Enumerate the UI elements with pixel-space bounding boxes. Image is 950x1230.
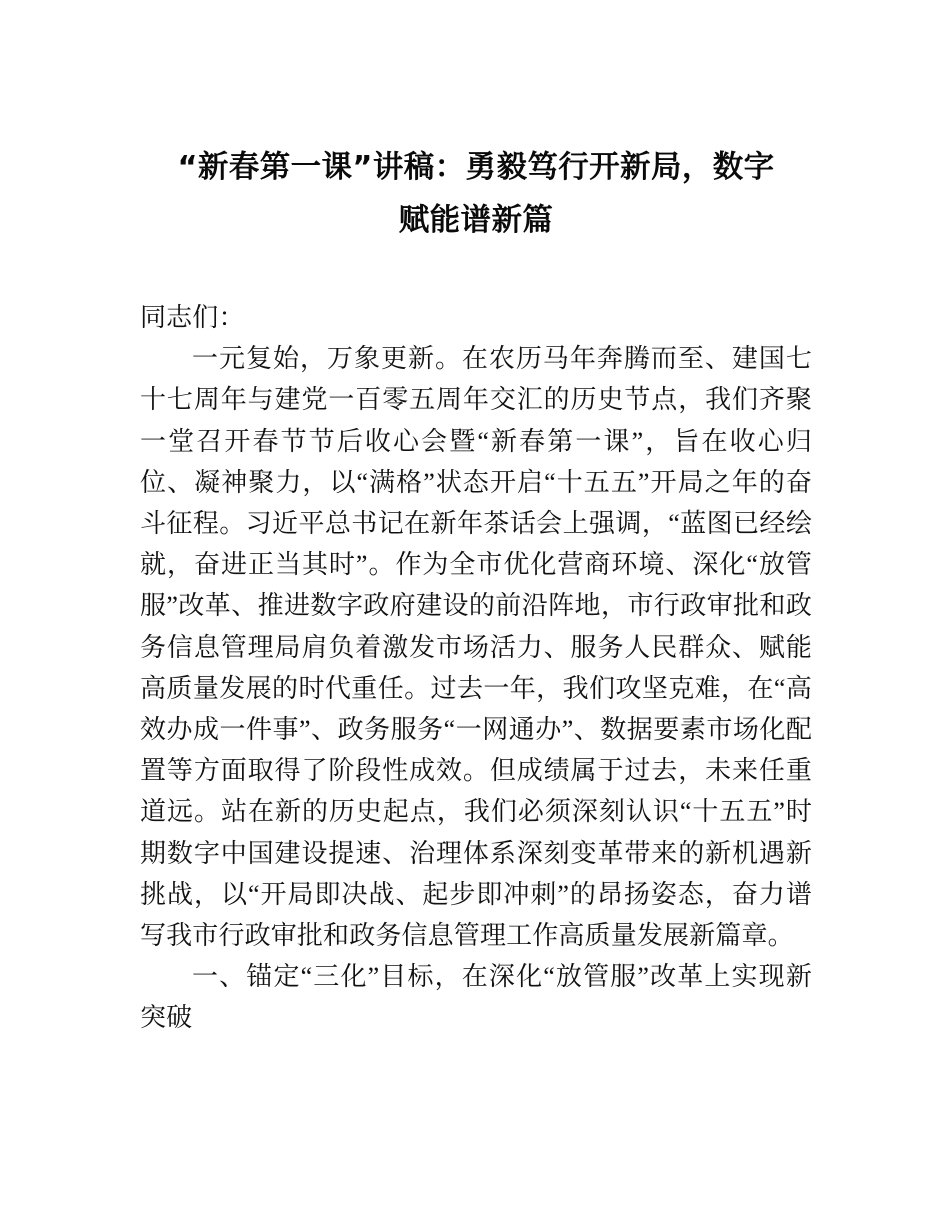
- document-body: [140, 297, 812, 1039]
- document-title-line-2: 赋能谱新篇: [398, 203, 554, 238]
- section-heading-1: 一、锚定“三化”目标，在深化“放管服”改革上实现新突破: [140, 962, 812, 1033]
- salutation-line: 同志们：: [140, 303, 245, 332]
- body-paragraph-1: 一元复始，万象更新。在农历马年奔腾而至、建国七十七周年与建党一百零五周年交汇的历史节点，我们齐聚一堂召开春节节后收心会暨“新春第一课”，旨在收心归位、凝神聚力，以“满格”状态开启“十五五”开局之年的奋斗征程。习近平总书记在新年茶话会上强调，“蓝图已经绘就，奋进正当其时”。作为全市优化营商环境、深化“放管服”改革、推进数字政府建设的前沿阵地，市行政审批和政务信息管理局肩负着激发市场活力、服务人民群众、赋能高质量发展的时代重任。过去一年，我们攻坚克难，在“高效办成一件事”、政务服务“一网通办”、数据要素市场化配置等方面取得了阶段性成效。但成绩属于过去，未来任重道远。站在新的历史起点，我们必须深刻认识“十五五”时期数字中国建设提速、治理体系深刻变革带来的新机遇新挑战，以“开局即决战、起步即冲刺”的昂扬姿态，奋力谱写我市行政审批和政务信息管理工作高质量发展新篇章。: [140, 344, 812, 951]
- document-title-line-1: “新春第一课”讲稿：勇毅笃行开新局，数字: [177, 150, 775, 185]
- document-title: [140, 141, 812, 247]
